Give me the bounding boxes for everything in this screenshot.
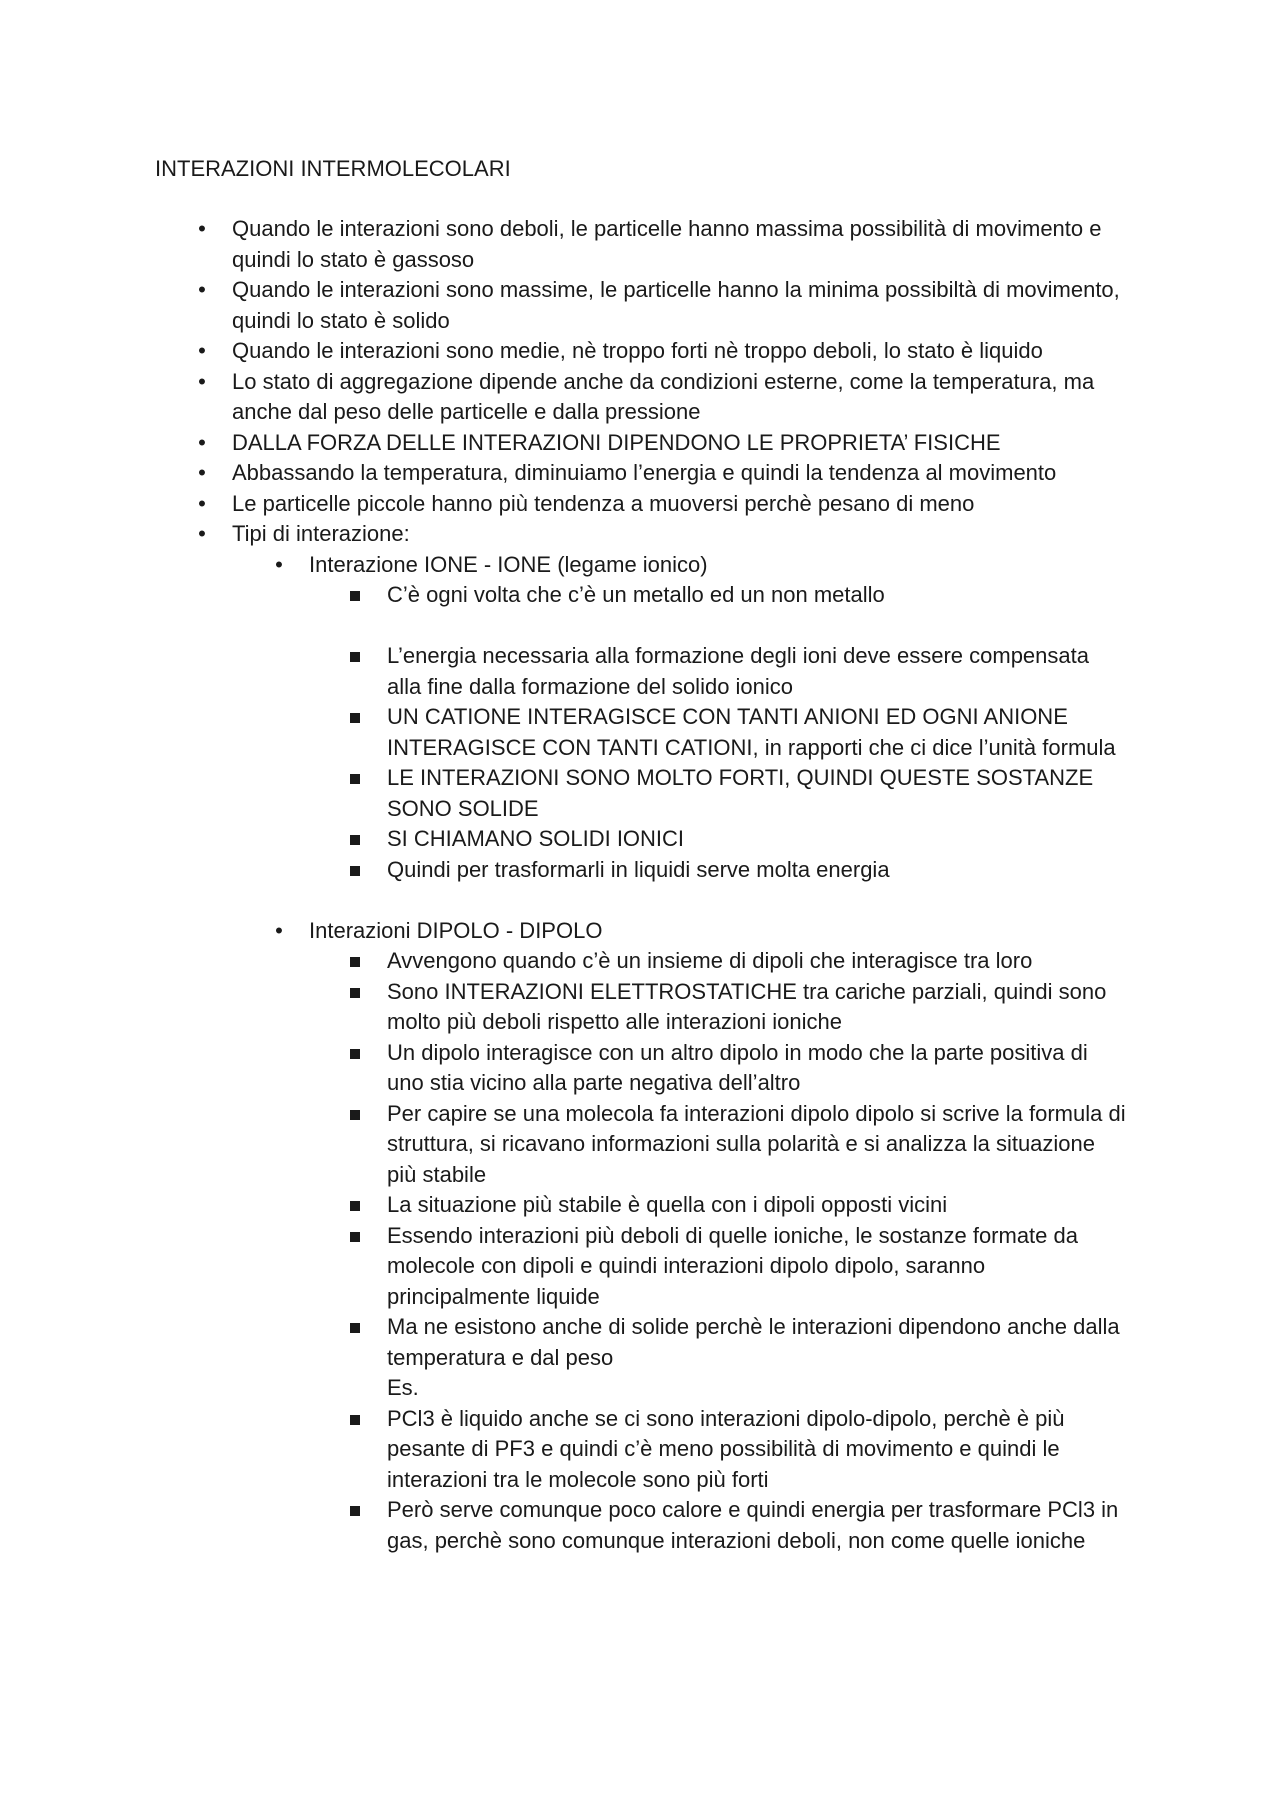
bullet-icon: • [198,429,206,455]
bullet-icon: • [198,521,206,546]
list-item: • DALLA FORZA DELLE INTERAZIONI DIPENDONO LE PROPRIETA’ FISICHE [232,428,1132,459]
list-item: • Tipi di interazione: • Interazione IONE - IONE (legame ionico) C’è ogni volta che c’è un metallo ed un non metallo L’energia necessaria alla formazione degli ioni deve essere compensata alla fine dalla formazione del solido ionico UN CATIONE INTERAGISCE CON TANTI ANIONI ED OGNI ANIONE INTERAGISCE CON TANTI CATIONI, in rapporti che ci dice l’unità formula LE INTERAZIONI SONO MOLTO FORTI, QUINDI QUESTE SOSTANZE SONO SOLIDE SI CHIAMANO SOLIDI IONICI Quindi per trasformarli in liquidi serve molta energia • Interazioni DIPOLO - DIPOLO Avvengono quando c’è un insieme di dipoli che interagisce tra loro Sono INTERAZIONI ELETTROSTATICHE tra cariche parziali, quindi sono molto più deboli rispetto alle interazioni ioniche Un dipolo interagisce con un altro dipolo in modo che la parte positiva di uno stia vicino alla parte negativa dell’altro Per capire se una molecola fa interazioni dipolo dipolo si scrive la formula di struttura, si ricavano informazioni sulla polarità e si analizza la situazione più stabile La situazione più stabile è quella con i dipoli opposti vicini Essendo interazioni più deboli di quelle ioniche, le sostanze formate da molecole con dipoli e quindi interazioni dipolo dipolo, saranno principalmente liquide Ma ne esistono anche di solide perchè le interazioni dipendono anche dalla temperatura e dal peso Es. PCl3 è liquido anche se ci sono interazioni dipolo-dipolo, perchè è più pesante di PF3 e quindi c’è meno possibilità di movimento e quindi le interazioni tra le molecole sono più forti Però serve comunque poco calore e quindi energia per trasformare PCl3 in gas, perchè sono comunque interazioni deboli, non come quelle ioniche [232,519,1132,1556]
main-bullet-list [198,214,1132,1556]
list-item: Sono INTERAZIONI ELETTROSTATICHE tra cariche parziali, quindi sono molto più deboli rispetto alle interazioni ioniche [387,977,1127,1038]
list-item: LE INTERAZIONI SONO MOLTO FORTI, QUINDI QUESTE SOSTANZE SONO SOLIDE [387,763,1127,824]
square-bullet-icon [350,591,360,601]
bullet-icon: • [198,368,206,394]
square-bullet-icon [350,1110,360,1120]
bullet-icon: • [275,551,283,577]
list-item: La situazione più stabile è quella con i dipoli opposti vicini [387,1190,1127,1221]
list-item: Avvengono quando c’è un insieme di dipoli che interagisce tra loro [387,946,1127,977]
list-item: Quindi per trasformarli in liquidi serve molta energia [387,855,1127,886]
list-item: L’energia necessaria alla formazione degli ioni deve essere compensata alla fine dalla formazione del solido ionico [387,641,1127,702]
list-item: Un dipolo interagisce con un altro dipolo in modo che la parte positiva di uno stia vicino alla parte negativa dell’altro [387,1038,1127,1099]
list-item: Ma ne esistono anche di solide perchè le interazioni dipendono anche dalla temperatura e dal peso Es. [387,1312,1127,1404]
list-item: UN CATIONE INTERAGISCE CON TANTI ANIONI ED OGNI ANIONE INTERAGISCE CON TANTI CATIONI, in rapporti che ci dice l’unità formula [387,702,1127,763]
interaction-types-list [275,550,1132,1557]
list-item: • Quando le interazioni sono medie, nè troppo forti nè troppo deboli, lo stato è liquido [232,336,1132,367]
square-bullet-icon [350,1232,360,1242]
dipolo-dipolo-details [387,946,1127,1556]
example-label: Es. [387,1375,419,1400]
ione-ione-details [387,580,1127,885]
list-item: Però serve comunque poco calore e quindi energia per trasformare PCl3 in gas, perchè sono comunque interazioni deboli, non come quelle ioniche [387,1495,1127,1556]
list-item: • Quando le interazioni sono deboli, le particelle hanno massima possibilità di movimento e quindi lo stato è gassoso [232,214,1132,275]
bullet-icon: • [275,917,283,943]
square-bullet-icon [350,1415,360,1425]
bullet-icon: • [198,490,206,516]
list-item: • Abbassando la temperatura, diminuiamo l’energia e quindi la tendenza al movimento [232,458,1132,489]
square-bullet-icon [350,1323,360,1333]
square-bullet-icon [350,1201,360,1211]
square-bullet-icon [350,774,360,784]
square-bullet-icon [350,957,360,967]
list-item: • Le particelle piccole hanno più tendenza a muoversi perchè pesano di meno [232,489,1132,520]
interaction-type-ione-ione [275,550,1132,886]
bullet-icon: • [198,460,206,485]
list-item: • Quando le interazioni sono massime, le particelle hanno la minima possibiltà di movimento, quindi lo stato è solido [232,275,1132,336]
square-bullet-icon [350,713,360,723]
page-title: INTERAZIONI INTERMOLECOLARI [155,156,511,181]
interaction-type-label: Interazione IONE - IONE (legame ionico) [309,551,708,577]
square-bullet-icon [350,652,360,662]
bullet-icon: • [198,338,206,363]
interaction-type-label: Interazioni DIPOLO - DIPOLO [309,917,603,943]
bullet-icon: • [198,277,206,302]
square-bullet-icon [350,1506,360,1516]
interaction-type-dipolo-dipolo [275,916,1132,1557]
list-item: Essendo interazioni più deboli di quelle ioniche, le sostanze formate da molecole con dipoli e quindi interazioni dipolo dipolo, saranno principalmente liquide [387,1221,1127,1313]
square-bullet-icon [350,988,360,998]
list-item: SI CHIAMANO SOLIDI IONICI [387,824,1127,855]
square-bullet-icon [350,866,360,876]
list-item: PCl3 è liquido anche se ci sono interazioni dipolo-dipolo, perchè è più pesante di PF3 e quindi c’è meno possibilità di movimento e quindi le interazioni tra le molecole sono più forti [387,1404,1127,1496]
list-item: • Lo stato di aggregazione dipende anche da condizioni esterne, come la temperatura, ma anche dal peso delle particelle e dalla pressione [232,367,1132,428]
square-bullet-icon [350,1049,360,1059]
list-item: Per capire se una molecola fa interazioni dipolo dipolo si scrive la formula di struttura, si ricavano informazioni sulla polarità e si analizza la situazione più stabile [387,1099,1127,1191]
list-item: C’è ogni volta che c’è un metallo ed un non metallo [387,580,1127,611]
square-bullet-icon [350,835,360,845]
bullet-icon: • [198,216,206,241]
